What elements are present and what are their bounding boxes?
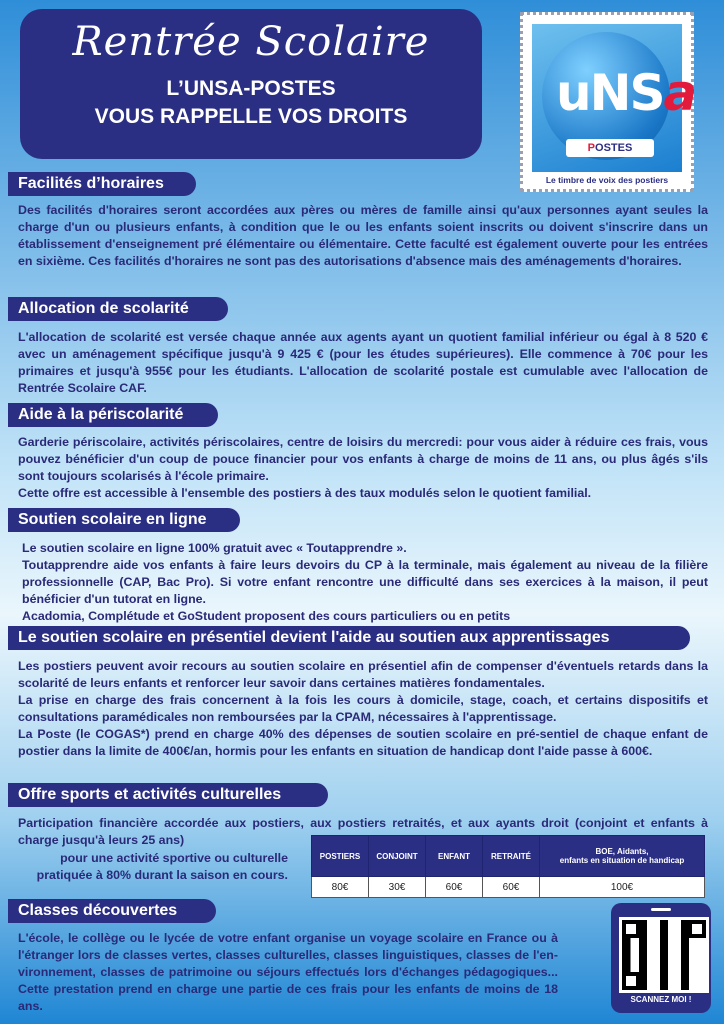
- section-title-classes: Classes découvertes: [8, 899, 216, 923]
- table-cell: 60€: [483, 877, 540, 898]
- sports-p1: Participation financière accordée aux postiers, aux postiers retraités, et aux ayants droit (conjoint et enfants à charge jusqu'à leurs 25 ans): [18, 816, 708, 847]
- soutien-ligne-p2: Toutapprendre aide vos enfants à faire leurs devoirs du CP à la terminale, mais également au niveau de la filière professionnelle (CAP, Bac Pro). Si votre enfant rencontre une difficulté dans ses exercices à la maison, il peut bénéficier d'un tutorat en ligne.: [22, 558, 708, 606]
- stamp-tagline: Le timbre de voix des postiers: [545, 175, 669, 185]
- stamp-background: [532, 24, 696, 172]
- qr-code-icon[interactable]: [619, 917, 709, 993]
- periscolarite-p2: Cette offre est accessible à l'ensemble des postiers à des taux modulés selon le quotient familial.: [18, 486, 592, 500]
- qr-finder-pattern: [688, 920, 706, 938]
- soutien-ligne-p3: Acadomia, Complétude et GoStudent proposent des cours particuliers ou en petits: [22, 609, 511, 623]
- section-text-sports-p2: pour une activité sportive ou culturelle pratiquée à 80% durant la saison en cours.: [36, 851, 288, 882]
- section-title-presentiel: Le soutien scolaire en présentiel devient l'aide au soutien aux apprentissages: [8, 626, 690, 650]
- soutien-ligne-p1: Le soutien scolaire en ligne 100% gratuit avec « Toutapprendre ».: [22, 541, 407, 555]
- section-text-periscolarite: [18, 434, 708, 502]
- header-line-2: VOUS RAPPELLE VOS DROITS: [94, 105, 408, 128]
- section-title-soutien-ligne: Soutien scolaire en ligne: [8, 508, 240, 532]
- table-cell: 100€: [540, 877, 705, 898]
- presentiel-p1: Les postiers peuvent avoir recours au soutien scolaire en présentiel afin de compenser d'éventuels retards dans la scolarité de leurs enfants et renforcer leur savoir dans certaines matières fondamentales.: [18, 659, 708, 690]
- qr-code-phone[interactable]: [611, 903, 711, 1013]
- script-title: Rentrée Scolaire: [72, 19, 430, 65]
- participation-table: [311, 835, 705, 898]
- unsa-postes-stamp-logo: [520, 12, 694, 192]
- postes-label: POSTES: [566, 139, 654, 157]
- section-text-presentiel: [18, 658, 708, 760]
- table-header: RETRAITÉ: [483, 836, 540, 877]
- unsa-logo: uNSa: [556, 64, 696, 122]
- phone-notch: [651, 908, 671, 911]
- table-cell: 60€: [426, 877, 483, 898]
- table-header: BOE, Aidants, enfants en situation de handicap: [540, 836, 705, 877]
- section-text-classes: L'école, le collège ou le lycée de votre enfant organise un voyage scolaire en France ou à l'étranger lors de classes vertes, classes culturelles, classes linguistiques, classes de l'en-vironnement, classes de patrimoine ou séjours effectués lors d'échanges pédagogiques... Cette prestation prend en charge une partie de ces frais pour les enfants de moins de 18 ans.: [18, 931, 558, 1013]
- table-header: ENFANT: [426, 836, 483, 877]
- table-header-row: [312, 836, 705, 877]
- section-title-horaires: Facilités d’horaires: [8, 172, 196, 196]
- table-header: POSTIERS: [312, 836, 369, 877]
- presentiel-p3: La Poste (le COGAS*) prend en charge 40% des dépenses de soutien scolaire en pré-sentiel de chaque enfant de postier dans la limite de 400€/an, hormis pour les enfants en situation de handicap dont l'aide passe à 600€.: [18, 727, 708, 758]
- qr-label: SCANNEZ MOI !: [630, 995, 692, 1004]
- header-line-1: L’UNSA-POSTES: [166, 77, 336, 100]
- header-banner: [20, 9, 482, 159]
- table-header: CONJOINT: [369, 836, 426, 877]
- section-text-allocation: L'allocation de scolarité est versée chaque année aux agents ayant un quotient familial inférieur ou égal à 8 520 € avec un aménagement spécifique jusqu'à 9 425 € (pour les études supérieures). Elle commence à 70€ pour les primaires et jusqu'à 955€ pour les étudiants. L'allocation de scolarité postale est cumulable avec l'allocation de Rentrée Scolaire CAF.: [18, 330, 708, 395]
- presentiel-p2: La prise en charge des frais concernent à la fois les cours à domicile, stage, coach, et certains dispositifs et consultations paramédicales non remboursées par la CPAM, nécessaires à l'apprentissage.: [18, 693, 708, 724]
- table-cell: 80€: [312, 877, 369, 898]
- table-cell: 30€: [369, 877, 426, 898]
- section-title-allocation: Allocation de scolarité: [8, 297, 228, 321]
- table-row: [312, 877, 705, 898]
- section-text-soutien-ligne: [22, 540, 708, 625]
- qr-finder-pattern: [622, 920, 640, 938]
- section-title-sports: Offre sports et activités culturelles: [8, 783, 328, 807]
- section-title-periscolarite: Aide à la périscolarité: [8, 403, 218, 427]
- periscolarite-p1: Garderie périscolaire, activités périscolaires, centre de loisirs du mercredi: pour vous aider à réduire ces frais, vous pouvez bénéficier d'un coup de pouce financier pour vos enfants à charge de moins de 11 ans, ou plus âgés s'ils sont toujours scolarisés à l'école primaire.: [18, 435, 708, 483]
- section-text-horaires: Des facilités d'horaires seront accordées aux pères ou mères de famille ainsi qu'aux personnes ayant seules la charge d'un ou plusieurs enfants, à condition que le ou les enfants soient inscrits ou doivent s'inscrire dans un établissement d'enseignement pré élémentaire ou élémentaire. Cette faculté est également ouverte pour les entrées en sixième. Ces facilités d'horaires ne sont pas des autorisations d'absence mais des aménagements d'horaires.: [18, 203, 708, 268]
- qr-finder-pattern: [622, 972, 640, 990]
